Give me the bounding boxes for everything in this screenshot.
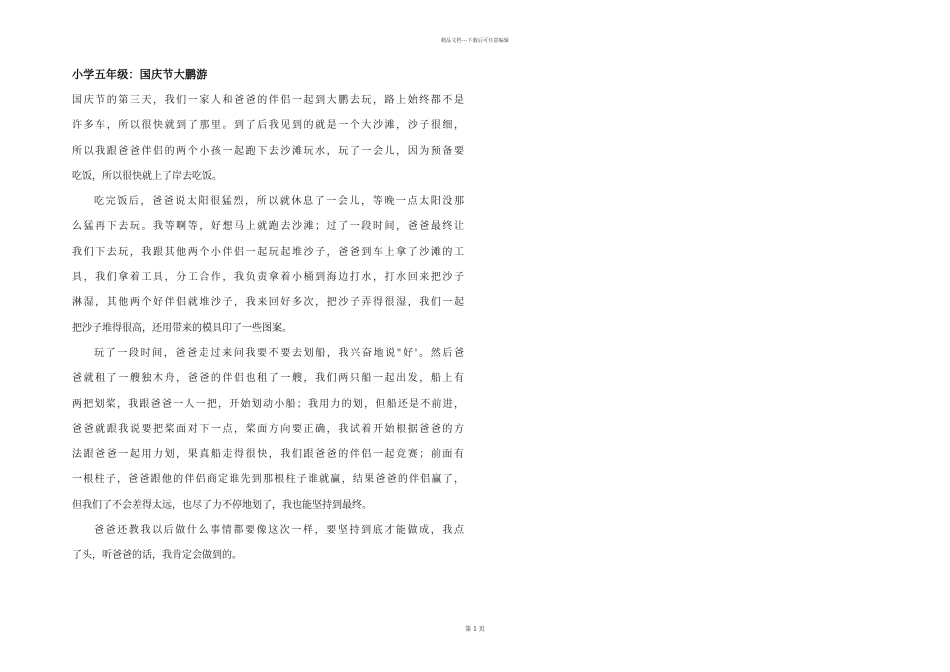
text-line: 了头，听爸爸的话，我肯定会做到的。: [72, 550, 242, 562]
text-line: 把沙子堆得很高，还用带来的模具印了一些图案。: [72, 322, 292, 334]
text-line: 两把划桨，我跟爸爸一人一把，开始划动小船；我用力的划，但船还是不前进，: [72, 398, 464, 410]
text-line: 具，我们拿着工具，分工合作，我负责拿着小桶到海边打水，打水回来把沙子: [72, 272, 464, 284]
text-line: 吃完饭后，爸爸说太阳很猛烈，所以就休息了一会儿，等晚一点太阳没那: [94, 196, 464, 208]
text-line: 淋湿，其他两个好伴侣就堆沙子，我来回好多次，把沙子弄得很湿，我们一起: [72, 297, 464, 309]
paragraph-1: [72, 88, 464, 189]
page-number: 第 1 页: [465, 626, 485, 633]
page-header-note: 精品文档---下载后可任意编辑: [440, 38, 510, 44]
text-line: 爸就租了一艘独木舟，爸爸的伴侣也租了一艘，我们两只船一起出发，船上有: [72, 373, 464, 385]
text-line: 么猛再下去玩。我等啊等，好想马上就跑去沙滩；过了一段时间，爸爸最终让: [72, 221, 464, 233]
paragraph-4: [72, 518, 464, 569]
text-line: 许多车，所以很快就到了那里。到了后我见到的就是一个大沙滩，沙子很细，: [72, 120, 464, 132]
text-line: 一根柱子，爸爸跟他的伴侣商定谁先到那根柱子谁就赢，结果爸爸的伴侣赢了，: [72, 474, 464, 486]
paragraph-2: [72, 189, 464, 341]
text-line: 我们下去玩，我跟其他两个小伴侣一起玩起堆沙子，爸爸到车上拿了沙滩的工: [72, 246, 464, 258]
text-line: 玩了一段时间，爸爸走过来问我要不要去划船，我兴奋地说"好'。然后爸: [94, 347, 464, 359]
text-line: 吃饭，所以很快就上了岸去吃饭。: [72, 170, 222, 182]
text-line: 爸爸就跟我说要把桨面对下一点，桨面方向要正确，我试着开始根据爸爸的方: [72, 423, 464, 435]
text-line: 法跟爸爸一起用力划，果真船走得很快，我们跟爸爸的伴侣一起竞赛；前面有: [72, 449, 464, 461]
text-line: 国庆节的第三天，我们一家人和爸爸的伴侣一起到大鹏去玩，路上始终都不是: [72, 95, 464, 106]
text-line: 爸爸还教我以后做什么事情都要像这次一样，要坚持到底才能做成，我点: [94, 525, 464, 537]
text-line: 但我们了不会差得太远，也尽了力不停地划了，我也能坚持到最终。: [72, 499, 372, 511]
document-title: 小学五年级：国庆节大鹏游: [72, 68, 208, 81]
paragraph-3: [72, 341, 464, 518]
text-line: 所以我跟爸爸伴侣的两个小孩一起跑下去沙滩玩水，玩了一会儿，因为预备要: [72, 145, 464, 157]
document-body: [72, 68, 464, 569]
